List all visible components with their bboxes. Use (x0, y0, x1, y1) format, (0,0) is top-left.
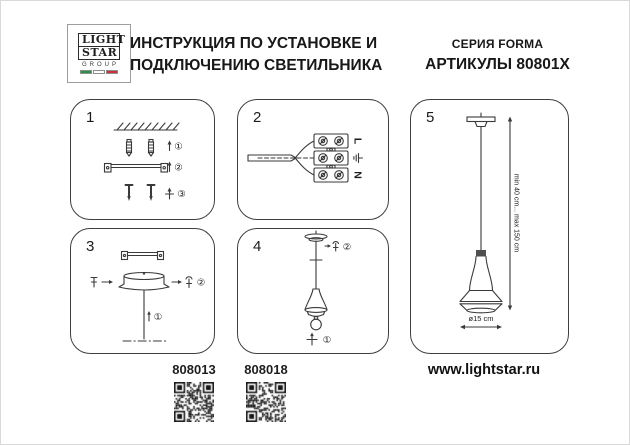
line-wire-label (352, 138, 364, 145)
step-number: 3 (86, 238, 95, 255)
screw-insert-icon (91, 278, 113, 288)
italian-flag-icon (80, 70, 118, 74)
page-title (130, 33, 382, 77)
neutral-wire-label (352, 171, 364, 179)
panel-step-4 (237, 228, 389, 354)
panel-step-3 (70, 228, 215, 354)
hardware-kit-diagram (71, 100, 214, 219)
lightstar-logo (67, 24, 131, 83)
canopy-mounting-diagram (71, 229, 214, 353)
series-label: СЕРИЯ FORMA (451, 37, 544, 51)
svg-text:②: ② (196, 277, 206, 289)
svg-text:N: N (351, 171, 364, 179)
website-url: www.lightstar.ru (427, 362, 541, 378)
bulb-icon (311, 317, 322, 330)
ceiling-hatch (114, 123, 179, 130)
logo-word-star: STAR (78, 46, 120, 60)
panel-step-2 (237, 99, 389, 220)
diameter-dimension (460, 314, 502, 329)
title-line-2: ПОДКЛЮЧЕНИЮ СВЕТИЛЬНИКА (130, 57, 383, 74)
svg-text:③: ③ (177, 189, 186, 200)
canopy-screw-callout (325, 242, 352, 253)
canopy-icon (305, 231, 327, 241)
svg-text:min 40 cm... max 150 cm: min 40 cm... max 150 cm (512, 173, 520, 253)
flag-green (80, 70, 92, 74)
step-number: 5 (426, 109, 435, 126)
mounting-bracket-icon (122, 252, 164, 260)
canopy-icon (119, 272, 169, 290)
earth-ground-icon (354, 154, 363, 163)
ceiling-mount (467, 113, 495, 127)
svg-text:①: ① (174, 141, 183, 153)
title-line-1: ИНСТРУКЦИЯ ПО УСТАНОВКЕ И (130, 35, 378, 52)
step-number: 1 (86, 109, 95, 126)
svg-text:①: ① (322, 335, 332, 346)
step-2-callout (168, 162, 184, 174)
panel-step-5 (410, 99, 569, 354)
step-1-callout (168, 141, 184, 153)
socket-cone-icon (305, 289, 327, 316)
step-cord-callout (147, 311, 163, 323)
step-3-callout (166, 188, 187, 201)
wall-anchor-icon (149, 140, 154, 157)
flag-white (93, 70, 105, 74)
height-range-label (513, 174, 520, 252)
bulb-screw-callout (307, 333, 332, 347)
flag-red (106, 70, 118, 74)
article-code-1: 808013 (172, 362, 216, 377)
logo-word-light: LIGHT (78, 33, 120, 47)
step-number: 2 (253, 109, 262, 126)
wall-anchor-icon (127, 140, 132, 157)
svg-text:①: ① (153, 312, 163, 323)
terminal-block (314, 134, 348, 182)
wiring-diagram (238, 100, 388, 219)
screw-icon (148, 185, 155, 201)
power-cable (248, 141, 314, 175)
height-dimension (508, 117, 512, 311)
assembly-diagram (238, 229, 388, 353)
lamp-shade (460, 250, 502, 313)
svg-text:②: ② (174, 162, 183, 174)
mounting-bracket-icon (105, 164, 168, 173)
article-code-2: 808018 (244, 362, 288, 377)
logo-word-group: GROUP (81, 62, 119, 68)
screw-icon (126, 185, 133, 201)
pendant-dimensions-diagram (411, 100, 568, 353)
header-right (400, 37, 595, 74)
articles-label: АРТИКУЛЫ 80801X (425, 56, 570, 73)
panel-step-1 (70, 99, 215, 220)
qr-code-1 (174, 382, 214, 422)
diameter-label: ø15 cm (468, 314, 494, 323)
svg-text:L: L (351, 137, 364, 145)
cord (310, 241, 322, 289)
svg-text:②: ② (342, 242, 352, 253)
qr-code-2 (246, 382, 286, 422)
step-number: 4 (253, 238, 262, 255)
screw-tighten-callout (172, 277, 206, 289)
